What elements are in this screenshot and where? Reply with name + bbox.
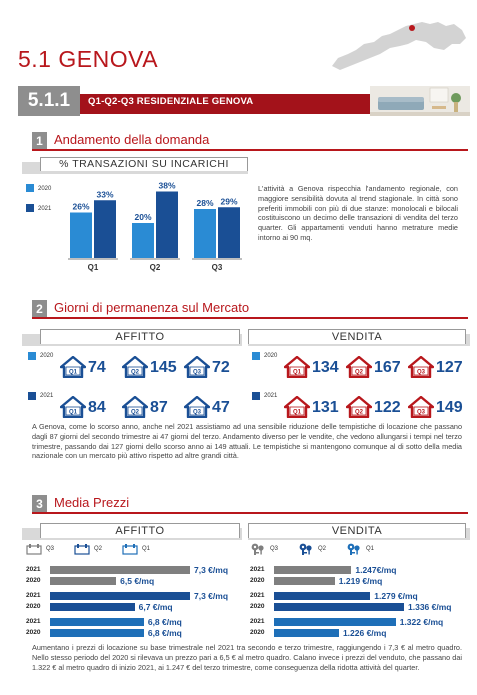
affitto-legend-q1: Q1	[142, 546, 151, 552]
vendita-price-value-q3-2020: 1.219 €/mq	[338, 576, 383, 586]
vendita-year-swatch-2021	[252, 392, 260, 400]
svg-text:Q2: Q2	[354, 369, 364, 376]
vendita-year-label-2021: 2021	[264, 393, 278, 399]
affitto-price-bar-q1-2021	[50, 618, 144, 626]
affitto-price-year-q1-2021: 2021	[26, 618, 41, 625]
affitto-year-swatch-2021	[28, 392, 36, 400]
bar-label-q1-2021: 33%	[96, 189, 114, 200]
bar-label-q3-2021: 29%	[220, 196, 238, 207]
affitto-days-q2-2021: 87	[150, 399, 168, 416]
affitto-price-bar-q3-2021	[50, 566, 190, 574]
affitto-price-value-q1-2020: 6,8 €/mq	[147, 628, 182, 638]
section3-number: 3	[32, 495, 47, 512]
svg-text:Q3: Q3	[192, 369, 202, 376]
affitto-house-icon-q1-2021	[60, 396, 86, 423]
vendita-days-q2-2020: 167	[374, 359, 401, 376]
vendita-days-q1-2020: 134	[312, 359, 339, 376]
vendita-legend-q3: Q3	[270, 546, 279, 552]
calendar-icon-q1	[122, 542, 138, 560]
vendita-days-q3-2020: 127	[436, 359, 463, 376]
vendita-legend-q1: Q1	[366, 546, 375, 552]
vendita-house-icon-q1-2020	[284, 356, 310, 383]
affitto-days-q1-2021: 84	[88, 399, 106, 416]
section-banner	[18, 86, 470, 116]
vendita-year-label-2020: 2020	[264, 353, 278, 359]
section2-paragraph: A Genova, come lo scorso anno, anche nel 2021 assistiamo ad una sensibile riduzione delle tempistiche di locazione che passano dagli 87 giorni del secondo trimestre ai 47 giorni del terzo. Andamento diverso per le vendite, che vedono allungarsi i tempi nel terzo trimestre, passando dai 127 giorni dello scorso anno ai 149 attuali. Le tempistiche si mantengono comunque al di sotto della media nazionale con un mercato più attivo rispetto ad altre grandi città.	[32, 422, 462, 461]
affitto-house-icon-q2-2020	[122, 356, 148, 383]
legend-swatch-2021	[26, 204, 34, 212]
svg-text:Q3: Q3	[416, 369, 426, 376]
affitto-price-bar-q2-2020	[50, 603, 135, 611]
vendita-price-bar-q2-2021	[274, 592, 370, 600]
bar-q2-2021	[156, 192, 178, 259]
affitto-house-icon-q2-2021	[122, 396, 148, 423]
affitto-price-year-q3-2021: 2021	[26, 566, 41, 573]
affitto-price-year-q3-2020: 2020	[26, 577, 41, 584]
vendita-price-bar-q3-2021	[274, 566, 351, 574]
vendita-price-value-q1-2021: 1.322 €/mq	[399, 617, 444, 627]
affitto-price-year-q2-2021: 2021	[26, 592, 41, 599]
svg-text:Q1: Q1	[68, 369, 78, 376]
affitto-legend-q3: Q3	[46, 546, 55, 552]
bar-q2-2020	[132, 223, 154, 258]
liguria-map	[330, 14, 470, 72]
vendita-price-value-q3-2021: 1.247€/mq	[355, 565, 397, 575]
vendita-price-value-q2-2020: 1.336 €/mq	[408, 602, 452, 612]
key-icon-q2	[298, 542, 314, 560]
svg-text:Q3: Q3	[416, 409, 426, 416]
bar-label-q2-2021: 38%	[158, 180, 176, 191]
living-room-photo	[370, 86, 470, 116]
calendar-icon-q3	[26, 542, 42, 560]
bar-q1-2020	[70, 213, 92, 259]
bar-label-q3-2020: 28%	[196, 198, 214, 208]
svg-text:Q2: Q2	[354, 409, 364, 416]
vendita-days-q1-2021: 131	[312, 399, 339, 416]
svg-text:Q1: Q1	[68, 409, 78, 416]
svg-text:Q2: Q2	[130, 369, 140, 376]
affitto-price-year-q1-2020: 2020	[26, 629, 41, 636]
section1-paragraph: L'attività a Genova rispecchia l'andamento regionale, con maggiore sensibilità dovuta al trend stagionale. In città sono preferiti immobili con più di due stanze: monolocali e bilocali costituiscono un decimo delle transazioni di vendita del terzo quarter. Gli appartamenti venduti hanno metrature medie intorno ai 90 mq.	[258, 184, 458, 242]
vendita-house-icon-q3-2020	[408, 356, 434, 383]
key-icon-q3	[250, 542, 266, 560]
section-title: Q1-Q2-Q3 RESIDENZIALE GENOVA	[88, 96, 254, 107]
transactions-bar-chart	[60, 176, 250, 276]
vendita-price-year-q1-2020: 2020	[250, 629, 265, 636]
calendar-icon-q2	[74, 542, 90, 560]
section3-title: Media Prezzi	[54, 495, 130, 510]
category-label-q2: Q2	[149, 263, 161, 272]
section2-title: Giorni di permanenza sul Mercato	[54, 300, 250, 315]
affitto-year-label-2020: 2020	[40, 353, 54, 359]
key-icon-q1	[346, 542, 362, 560]
affitto-price-bar-q2-2021	[50, 592, 190, 600]
bar-q3-2021	[218, 207, 240, 258]
page-title: 5.1 GENOVA	[18, 46, 159, 72]
genova-marker	[409, 25, 415, 31]
vendita-house-icon-q2-2020	[346, 356, 372, 383]
svg-text:Q3: Q3	[192, 409, 202, 416]
vendita-legend-q2: Q2	[318, 546, 327, 552]
vendita-price-value-q2-2021: 1.279 €/mq	[374, 591, 418, 601]
vendita-days-q3-2021: 149	[436, 399, 463, 416]
affitto-label: AFFITTO	[40, 329, 240, 344]
affitto-price-value-q3-2021: 7,3 €/mq	[194, 565, 229, 575]
affitto-days-q1-2020: 74	[88, 359, 106, 376]
prices-affitto-label: AFFITTO	[40, 523, 240, 538]
section1-number: 1	[32, 132, 47, 149]
affitto-price-value-q2-2021: 7,3 €/mq	[194, 591, 229, 601]
affitto-price-bar-q1-2020	[50, 629, 144, 637]
affitto-days-q3-2021: 47	[212, 399, 230, 416]
vendita-house-icon-q1-2021	[284, 396, 310, 423]
affitto-price-value-q1-2021: 6,8 €/mq	[147, 617, 182, 627]
vendita-price-bar-q3-2020	[274, 577, 335, 585]
category-label-q1: Q1	[87, 263, 99, 272]
affitto-house-icon-q1-2020	[60, 356, 86, 383]
affitto-price-value-q3-2020: 6,5 €/mq	[120, 576, 155, 586]
affitto-days-q3-2020: 72	[212, 359, 230, 376]
category-label-q3: Q3	[211, 263, 223, 272]
section2-rule	[32, 317, 468, 319]
affitto-days-q2-2020: 145	[150, 359, 177, 376]
vendita-price-bar-q1-2021	[274, 618, 396, 626]
affitto-year-label-2021: 2021	[40, 393, 54, 399]
vendita-price-year-q1-2021: 2021	[250, 618, 265, 625]
section-number: 5.1.1	[18, 86, 80, 116]
svg-text:Q1: Q1	[292, 409, 302, 416]
vendita-price-year-q3-2021: 2021	[250, 566, 265, 573]
vendita-price-bar-q1-2020	[274, 629, 339, 637]
vendita-price-year-q2-2020: 2020	[250, 603, 265, 610]
vendita-label: VENDITA	[248, 329, 466, 344]
legend-swatch-2020	[26, 184, 34, 192]
vendita-price-bar-q2-2020	[274, 603, 404, 611]
bar-q1-2021	[94, 200, 116, 258]
affitto-price-value-q2-2020: 6,7 €/mq	[138, 602, 173, 612]
vendita-price-value-q1-2020: 1.226 €/mq	[342, 628, 387, 638]
prices-vendita-label: VENDITA	[248, 523, 466, 538]
affitto-price-year-q2-2020: 2020	[26, 603, 41, 610]
affitto-house-icon-q3-2021	[184, 396, 210, 423]
bar-label-q2-2020: 20%	[134, 212, 152, 222]
affitto-legend-q2: Q2	[94, 546, 103, 552]
section3-rule	[32, 512, 468, 514]
bar-label-q1-2020: 26%	[72, 201, 90, 212]
section1-title: Andamento della domanda	[54, 132, 210, 147]
vendita-days-q2-2021: 122	[374, 399, 401, 416]
chart-title: % TRANSAZIONI SU INCARICHI	[40, 157, 248, 171]
vendita-house-icon-q2-2021	[346, 396, 372, 423]
vendita-house-icon-q3-2021	[408, 396, 434, 423]
legend-label-2020: 2020	[38, 186, 52, 192]
vendita-price-year-q2-2021: 2021	[250, 592, 265, 599]
section3-paragraph: Aumentano i prezzi di locazione su base trimestrale nel 2021 tra secondo e terzo trimestre, raggiungendo i 7,3 € al metro quadro. Nello stesso periodo del 2020 si rilevava un prezzo pari a 6,5 € al metro quadro. Calano invece i prezzi del venduto, che passano dai 1.322 € al metro quadro di inizio 2021, ai 1.247 € del terzo trimestre, come conseguenza della ridotta attività del quarter.	[32, 643, 462, 672]
section2-number: 2	[32, 300, 47, 317]
affitto-year-swatch-2020	[28, 352, 36, 360]
svg-text:Q1: Q1	[292, 369, 302, 376]
section1-rule	[32, 149, 468, 151]
affitto-house-icon-q3-2020	[184, 356, 210, 383]
affitto-price-bar-q3-2020	[50, 577, 116, 585]
bar-q3-2020	[194, 209, 216, 258]
vendita-year-swatch-2020	[252, 352, 260, 360]
vendita-price-year-q3-2020: 2020	[250, 577, 265, 584]
legend-label-2021: 2021	[38, 206, 52, 212]
svg-text:Q2: Q2	[130, 409, 140, 416]
